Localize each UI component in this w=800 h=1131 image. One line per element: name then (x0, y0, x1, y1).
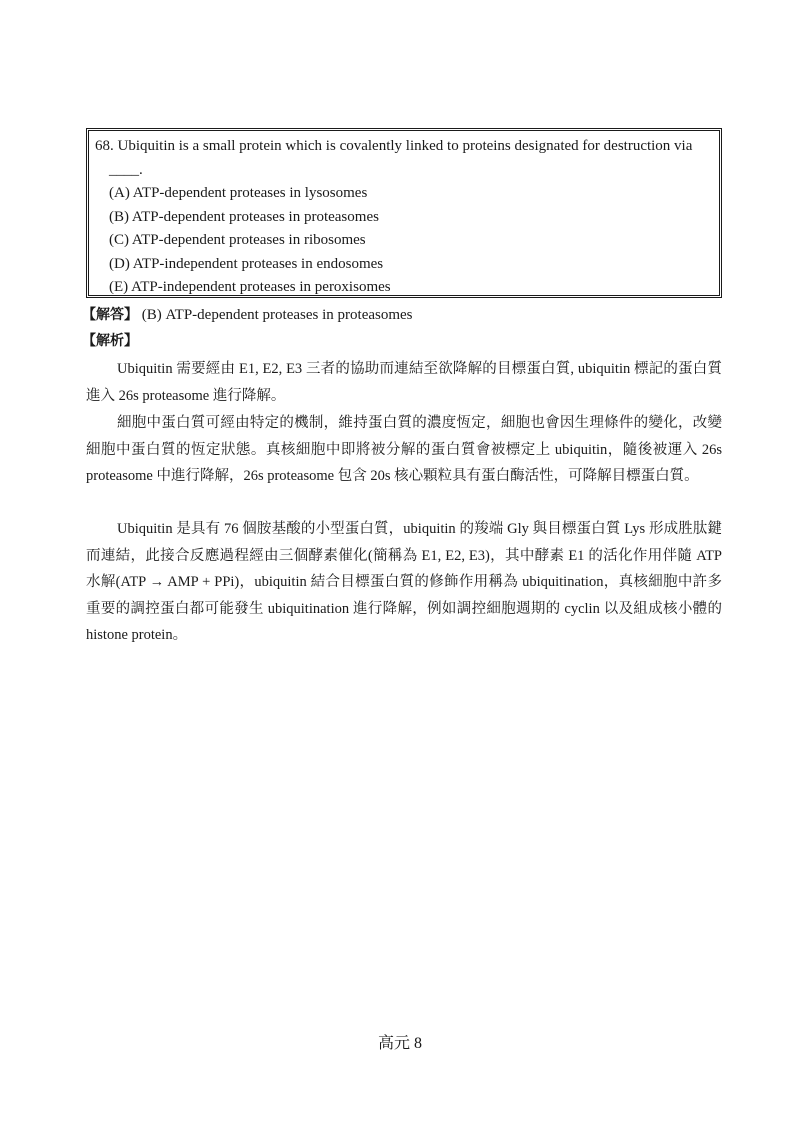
option-a: (A) ATP-dependent proteases in lysosomes (109, 185, 368, 201)
analysis-paragraph-3: Ubiquitin 是具有 76 個胺基酸的小型蛋白質，ubiquitin 的羧端 Gly 與目標蛋白質 Lys 形成胜肽鍵而連結，此接合反應過程經由三個酵素催化(簡稱為 E1, E2, E3)，其中酵素 E1 的活化作用伴隨 ATP 水解(ATP → AMP + PPi)，ubiquitin 結合目標蛋白質的修飾作用稱為 ubiquitination，真核細胞中許多重要的調控蛋白都可能發生 ubiquitination 進行降解，例如調控細胞週期的 cyclin 以及組成核小體的 histone protein。 (86, 521, 722, 643)
question-blank: ____. (109, 161, 143, 178)
answer-line (82, 304, 413, 326)
answer-text: (B) ATP-dependent proteases in proteasomes (141, 307, 413, 323)
analysis-paragraph-2: 細胞中蛋白質可經由特定的機制，維持蛋白質的濃度恆定，細胞也會因生理條件的變化，改變細胞中蛋白質的恆定狀態。真核細胞中即將被分解的蛋白質會被標定上 ubiquitin，隨後被運入 26s proteasome 中進行降解，26s proteasome 包含 20s 核心顆粒具有蛋白酶活性，可降解目標蛋白質。 (86, 415, 722, 484)
option-c: (C) ATP-dependent proteases in ribosomes (109, 232, 366, 248)
analysis-paragraph-1: Ubiquitin 需要經由 E1, E2, E3 三者的協助而連結至欲降解的目標蛋白質, ubiquitin 標記的蛋白質進入 26s proteasome 進行降解。 (86, 361, 722, 404)
analysis-label: 【解析】 (82, 333, 138, 349)
analysis-heading (82, 330, 138, 352)
option-e: (E) ATP-independent proteases in peroxisomes (109, 279, 391, 295)
option-d: (D) ATP-independent proteases in endosomes (109, 255, 384, 272)
question-stem: 68. Ubiquitin is a small protein which is covalently linked to proteins designated for destruction via (95, 138, 693, 154)
option-b: (B) ATP-dependent proteases in proteasomes (109, 208, 379, 225)
page-footer: 高元 8 (377, 1035, 422, 1052)
question-box (86, 128, 722, 298)
answer-label: 【解答】 (82, 307, 138, 323)
